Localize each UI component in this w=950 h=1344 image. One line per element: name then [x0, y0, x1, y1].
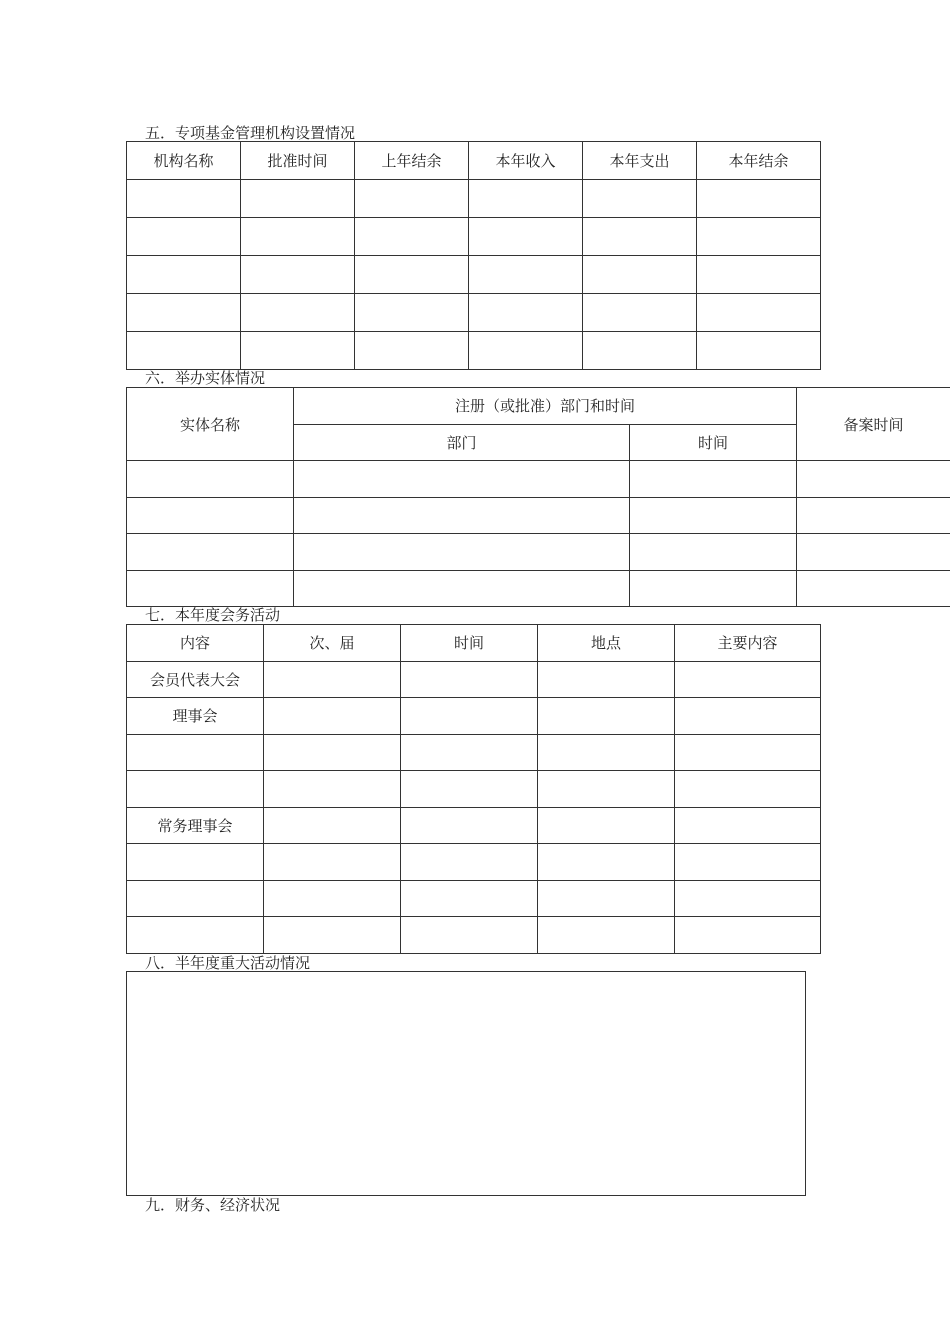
header-filing-time: 备案时间 — [797, 388, 950, 461]
table-cell — [264, 807, 401, 844]
table-cell: 会员代表大会 — [127, 661, 264, 698]
table-cell — [797, 461, 950, 498]
section-5-title: 五．专项基金管理机构设置情况 — [145, 124, 356, 142]
table-cell — [241, 332, 355, 370]
table-cell — [241, 180, 355, 218]
table-cell — [675, 771, 821, 808]
table-cell — [697, 294, 821, 332]
table-cell — [538, 880, 675, 917]
header-cell: 机构名称 — [127, 142, 241, 180]
table-cell — [469, 218, 583, 256]
table-cell — [469, 256, 583, 294]
table-cell — [630, 534, 797, 571]
table-cell — [127, 880, 264, 917]
table-cell — [355, 256, 469, 294]
table-cell — [401, 917, 538, 954]
table-cell — [675, 734, 821, 771]
table-cell — [401, 771, 538, 808]
table-row — [127, 734, 821, 771]
table-cell — [127, 917, 264, 954]
table-cell — [401, 698, 538, 735]
section-7-title: 七．本年度会务活动 — [145, 606, 281, 624]
table-cell — [264, 917, 401, 954]
table-cell — [538, 661, 675, 698]
table-cell — [797, 534, 950, 571]
table-cell — [127, 497, 294, 534]
table-cell — [675, 661, 821, 698]
table-cell — [697, 180, 821, 218]
table-cell — [630, 497, 797, 534]
table-row — [127, 534, 950, 571]
table-cell — [127, 734, 264, 771]
table-cell — [583, 256, 697, 294]
table-cell — [127, 771, 264, 808]
header-cell: 内容 — [127, 625, 264, 662]
section-8-title: 八．半年度重大活动情况 — [145, 954, 311, 972]
header-time: 时间 — [630, 424, 797, 461]
table-cell — [264, 734, 401, 771]
table-cell — [127, 570, 294, 607]
header-registration: 注册（或批准）部门和时间 — [294, 388, 797, 425]
table-row — [127, 332, 821, 370]
table-cell — [797, 570, 950, 607]
table-row — [127, 218, 821, 256]
table-row — [127, 661, 821, 698]
table-row — [127, 771, 821, 808]
table-cell — [401, 661, 538, 698]
table-cell — [538, 698, 675, 735]
table-cell — [355, 332, 469, 370]
table-cell — [294, 461, 630, 498]
table-cell — [583, 332, 697, 370]
table-cell — [401, 880, 538, 917]
table-cell — [241, 294, 355, 332]
table-cell — [401, 807, 538, 844]
table-cell — [264, 844, 401, 881]
table-cell — [538, 771, 675, 808]
header-cell: 时间 — [401, 625, 538, 662]
table-cell — [538, 807, 675, 844]
table-cell — [583, 180, 697, 218]
header-cell: 本年收入 — [469, 142, 583, 180]
table-cell — [697, 218, 821, 256]
table-row — [127, 844, 821, 881]
table-cell — [355, 294, 469, 332]
table-cell — [697, 256, 821, 294]
table-cell: 常务理事会 — [127, 807, 264, 844]
header-cell: 地点 — [538, 625, 675, 662]
table-cell — [355, 218, 469, 256]
table-cell — [675, 698, 821, 735]
table-header-row — [127, 625, 821, 662]
table-row — [127, 497, 950, 534]
table-header-row — [127, 388, 950, 425]
table-cell — [401, 734, 538, 771]
table-cell — [127, 332, 241, 370]
table-cell — [127, 844, 264, 881]
table-cell — [675, 807, 821, 844]
table-cell — [294, 534, 630, 571]
header-cell: 本年结余 — [697, 142, 821, 180]
table-cell — [797, 497, 950, 534]
table-cell — [469, 332, 583, 370]
header-entity-name: 实体名称 — [127, 388, 294, 461]
table-row — [127, 570, 950, 607]
table-cell — [127, 180, 241, 218]
table-cell — [583, 294, 697, 332]
table-cell — [538, 734, 675, 771]
table-cell — [630, 570, 797, 607]
header-cell: 本年支出 — [583, 142, 697, 180]
table-cell — [294, 497, 630, 534]
table-row — [127, 880, 821, 917]
table-cell — [127, 534, 294, 571]
table-cell — [630, 461, 797, 498]
meeting-activities-table — [126, 624, 821, 954]
table-cell — [355, 180, 469, 218]
table-cell — [264, 880, 401, 917]
table-cell — [401, 844, 538, 881]
table-row — [127, 917, 821, 954]
table-cell — [675, 880, 821, 917]
affiliated-entity-table — [126, 387, 950, 607]
table-row — [127, 461, 950, 498]
table-row — [127, 256, 821, 294]
section-9-title: 九．财务、经济状况 — [145, 1196, 281, 1214]
table-cell — [538, 844, 675, 881]
table-row — [127, 807, 821, 844]
table-cell — [264, 661, 401, 698]
table-cell — [127, 256, 241, 294]
table-cell — [127, 218, 241, 256]
major-activities-box — [126, 971, 806, 1196]
table-cell — [675, 917, 821, 954]
table-cell — [241, 256, 355, 294]
table-cell — [127, 294, 241, 332]
table-cell — [583, 218, 697, 256]
table-row — [127, 180, 821, 218]
table-cell — [264, 698, 401, 735]
table-cell — [127, 461, 294, 498]
table-cell — [264, 771, 401, 808]
header-cell: 次、届 — [264, 625, 401, 662]
header-cell: 上年结余 — [355, 142, 469, 180]
table-cell — [538, 917, 675, 954]
table-cell — [469, 294, 583, 332]
header-cell: 批准时间 — [241, 142, 355, 180]
table-header-row — [127, 142, 821, 180]
header-cell: 主要内容 — [675, 625, 821, 662]
table-row — [127, 698, 821, 735]
table-row — [127, 294, 821, 332]
table-cell: 理事会 — [127, 698, 264, 735]
special-fund-table — [126, 141, 821, 370]
table-cell — [675, 844, 821, 881]
header-department: 部门 — [294, 424, 630, 461]
table-cell — [294, 570, 630, 607]
section-6-title: 六．举办实体情况 — [145, 369, 266, 387]
table-cell — [469, 180, 583, 218]
table-cell — [241, 218, 355, 256]
table-cell — [697, 332, 821, 370]
